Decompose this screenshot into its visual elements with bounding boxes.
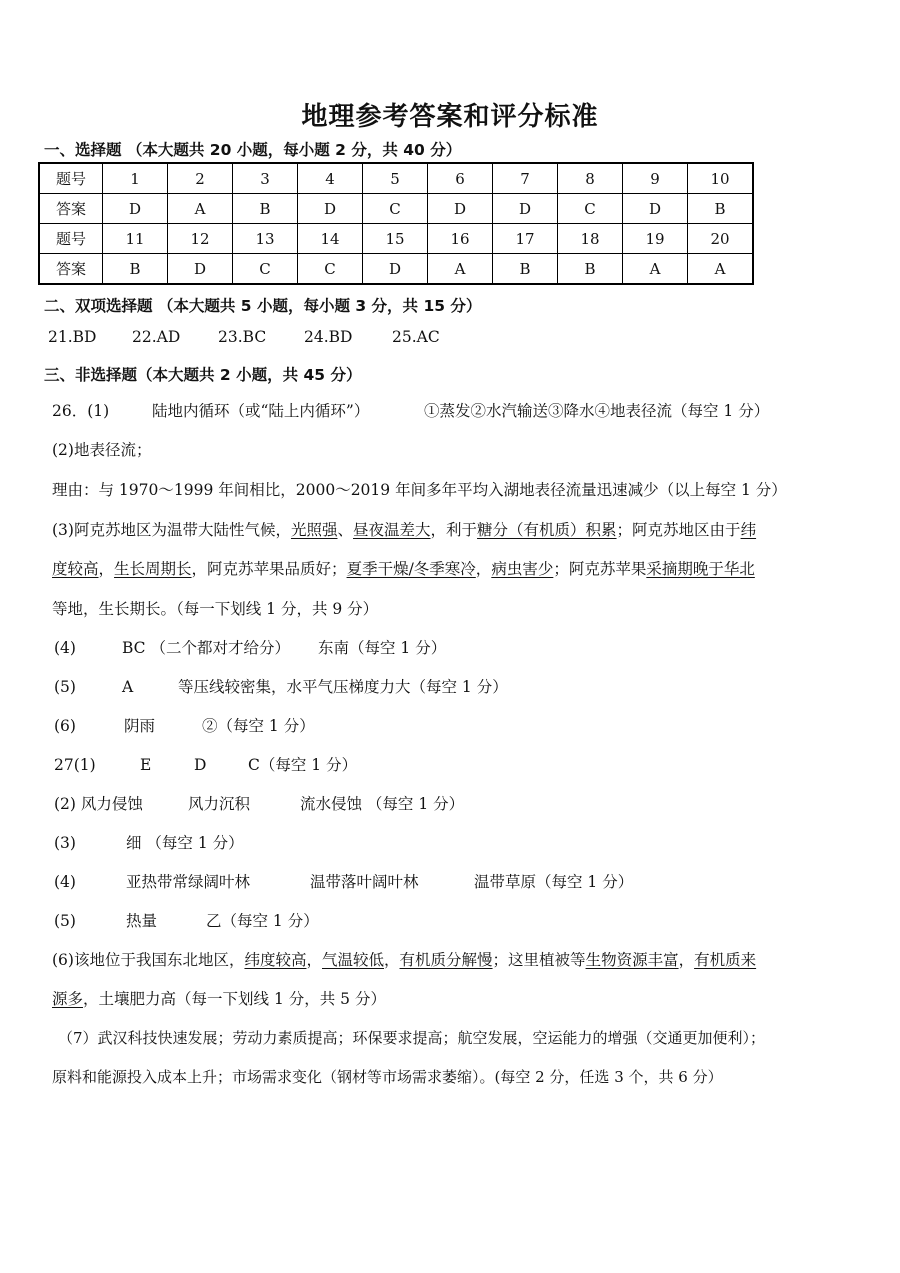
answer-cell: D <box>298 194 363 224</box>
answer-cell: A <box>168 194 233 224</box>
mc2-answer: 22.AD <box>132 328 181 346</box>
q27-part5 <box>54 909 319 931</box>
answer-cell: D <box>363 254 428 285</box>
underlined-point: 纬 <box>740 521 757 539</box>
q26-part4 <box>54 636 446 658</box>
answer-cell: A <box>428 254 493 285</box>
answer: 亚热带常绿阔叶林 <box>126 873 251 891</box>
answer: 风力沉积 <box>188 795 251 813</box>
row-label: 题号 <box>39 224 103 254</box>
q27-part3 <box>54 831 244 853</box>
table-row <box>39 254 753 285</box>
mc2-answer: 24.BD <box>304 328 353 346</box>
underlined-point: 采摘期晚于华北 <box>646 560 755 578</box>
table-row <box>39 163 753 194</box>
part-number: (5) <box>54 912 76 930</box>
question-number-cell: 18 <box>558 224 623 254</box>
text: 、 <box>337 521 353 539</box>
answer-cell: B <box>558 254 623 285</box>
answer-cell: D <box>168 254 233 285</box>
answer: BC （二个都对才给分） <box>122 639 290 657</box>
question-number-cell: 3 <box>233 163 298 194</box>
question-number-cell: 16 <box>428 224 493 254</box>
answer: (2) 风力侵蚀 <box>54 795 143 813</box>
underlined-point: 光照强 <box>290 521 338 539</box>
question-number-cell: 14 <box>298 224 363 254</box>
question-number-cell: 17 <box>493 224 558 254</box>
answer-cell: B <box>103 254 168 285</box>
part-number: (4) <box>54 873 76 891</box>
mc2-answers <box>48 328 440 346</box>
q26-part6 <box>54 714 315 736</box>
question-number-cell: 8 <box>558 163 623 194</box>
underlined-point: 糖分（有机质）积累 <box>477 521 617 539</box>
text: ， <box>475 560 492 578</box>
text: ；阿克苏地区由于 <box>616 521 741 539</box>
q26-part2: (2)地表径流； <box>52 441 152 459</box>
answer-cell: B <box>688 194 754 224</box>
question-number-cell: 6 <box>428 163 493 194</box>
answer-cell: D <box>103 194 168 224</box>
answer: 温带草原（每空 1 分） <box>474 873 634 891</box>
answer: 乙（每空 1 分） <box>206 912 319 930</box>
answer-table <box>38 162 754 285</box>
q27-part7-line1: （7）武汉科技快速发展；劳动力素质提高；环保要求提高；航空发展，空运能力的增强（交通更加便利）； <box>58 1029 766 1047</box>
q27-part2 <box>54 792 464 814</box>
text: ， <box>678 951 695 969</box>
answer-cell: D <box>623 194 688 224</box>
section-2-heading: 二、双项选择题 （本大题共 5 小题，每小题 3 分，共 15 分） <box>44 297 482 315</box>
text: ， <box>384 951 400 969</box>
q27-part4 <box>54 870 633 892</box>
answer: 流水侵蚀 （每空 1 分） <box>300 795 465 813</box>
part-number: (4) <box>54 639 76 657</box>
underlined-point: 纬度较高 <box>244 951 307 969</box>
answer-cell: A <box>688 254 754 285</box>
question-number-cell: 5 <box>363 163 428 194</box>
underlined-point: 昼夜温差大 <box>353 521 431 539</box>
q26-part3-line2 <box>52 557 755 579</box>
part-number: (3) <box>54 834 76 852</box>
part-number: (6) <box>54 717 76 735</box>
text: ，利于 <box>430 521 478 539</box>
table-row <box>39 224 753 254</box>
question-number-cell: 11 <box>103 224 168 254</box>
answer-cell: C <box>558 194 623 224</box>
text: ；这里植被等 <box>492 951 586 969</box>
text: (6)该地位于我国东北地区， <box>52 951 245 969</box>
q26-p1-number: 26．(1) <box>52 402 110 420</box>
question-number-cell: 10 <box>688 163 754 194</box>
answer-cell: D <box>428 194 493 224</box>
q26-part3-line3: 等地，生长期长。（每一下划线 1 分，共 9 分） <box>52 600 379 618</box>
answer: D <box>194 756 207 774</box>
section-3-heading: 三、非选择题（本大题共 2 小题，共 45 分） <box>44 366 362 384</box>
question-number-cell: 12 <box>168 224 233 254</box>
question-number-cell: 13 <box>233 224 298 254</box>
q26-part3-line1 <box>52 518 756 540</box>
answer: ②（每空 1 分） <box>202 717 315 735</box>
underlined-point: 有机质来 <box>694 951 757 969</box>
row-label: 答案 <box>39 194 103 224</box>
text: (3)阿克苏地区为温带大陆性气候， <box>52 521 291 539</box>
answer: 热量 <box>126 912 158 930</box>
text: ， <box>98 560 115 578</box>
text: ，阿克苏苹果品质好； <box>191 560 347 578</box>
part-number: (5) <box>54 678 76 696</box>
q26-p1-answer-b: ①蒸发②水汽输送③降水④地表径流（每空 1 分） <box>424 402 770 420</box>
question-number-cell: 1 <box>103 163 168 194</box>
answer: 温带落叶阔叶林 <box>310 873 419 891</box>
underlined-point: 有机质分解慢 <box>399 951 493 969</box>
table-row <box>39 194 753 224</box>
underlined-point: 夏季干燥/冬季寒冷 <box>346 560 476 578</box>
row-label: 题号 <box>39 163 103 194</box>
answer: C（每空 1 分） <box>248 756 358 774</box>
answer: 东南（每空 1 分） <box>318 639 447 657</box>
underlined-point: 生物资源丰富 <box>585 951 679 969</box>
question-number-cell: 4 <box>298 163 363 194</box>
q26-part2-reason: 理由：与 1970～1999 年间相比，2000～2019 年间多年平均入湖地表径流量迅速减少（以上每空 1 分） <box>52 481 787 499</box>
q26-part5 <box>54 675 508 697</box>
answer-cell: A <box>623 254 688 285</box>
underlined-point: 气温较低 <box>322 951 385 969</box>
underlined-point: 度较高 <box>52 560 99 578</box>
answer-cell: D <box>493 194 558 224</box>
mc2-answer: 21.BD <box>48 328 97 346</box>
answer: 等压线较密集，水平气压梯度力大（每空 1 分） <box>178 678 508 696</box>
q27-part1 <box>54 753 357 775</box>
q27-part7-line2: 原料和能源投入成本上升；市场需求变化（钢材等市场需求萎缩）。(每空 2 分，任选 3 个，共 6 分） <box>52 1068 723 1086</box>
question-number-cell: 19 <box>623 224 688 254</box>
text: ，土壤肥力高（每一下划线 1 分，共 5 分） <box>83 990 386 1008</box>
question-number-cell: 20 <box>688 224 754 254</box>
underlined-point: 源多 <box>52 990 84 1008</box>
q27-part6-line1 <box>52 948 756 970</box>
section-1-heading: 一、选择题 （本大题共 20 小题，每小题 2 分，共 40 分） <box>44 141 462 159</box>
answer: E <box>140 756 152 774</box>
question-number-cell: 7 <box>493 163 558 194</box>
answer: 阴雨 <box>124 717 156 735</box>
answer-cell: C <box>233 254 298 285</box>
q26-part1 <box>52 399 769 421</box>
question-number-cell: 2 <box>168 163 233 194</box>
question-number-cell: 9 <box>623 163 688 194</box>
q27-part6-line2 <box>52 987 386 1009</box>
row-label: 答案 <box>39 254 103 285</box>
answer-cell: C <box>298 254 363 285</box>
text: ， <box>306 951 322 969</box>
question-number-cell: 15 <box>363 224 428 254</box>
page-title: 地理参考答案和评分标准 <box>301 102 599 132</box>
answer-cell: B <box>233 194 298 224</box>
answer-cell: B <box>493 254 558 285</box>
q26-p1-answer-a: 陆地内循环（或“陆上内循环”） <box>152 402 370 420</box>
text: ；阿克苏苹果 <box>553 560 647 578</box>
answer: 细 （每空 1 分） <box>126 834 244 852</box>
answer-cell: C <box>363 194 428 224</box>
mc2-answer: 23.BC <box>218 328 267 346</box>
part-number: 27(1) <box>54 756 96 774</box>
answer: A <box>122 678 134 696</box>
underlined-point: 病虫害少 <box>491 560 554 578</box>
mc2-answer: 25.AC <box>392 328 440 346</box>
underlined-point: 生长周期长 <box>114 560 192 578</box>
